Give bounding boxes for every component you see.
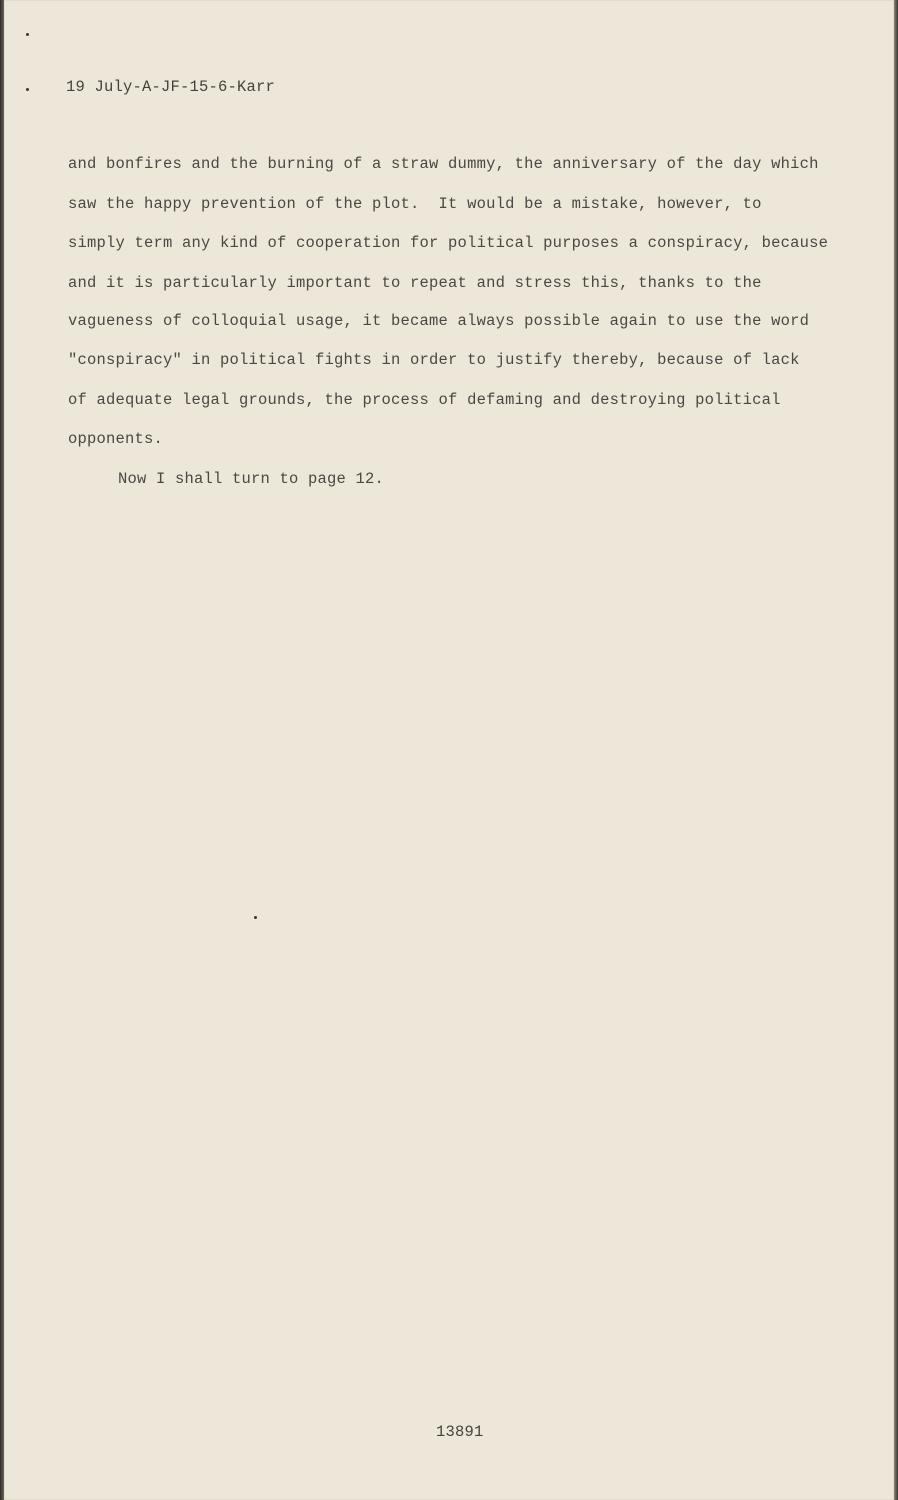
margin-mark <box>26 33 29 36</box>
document-page <box>4 0 894 1500</box>
body-text-line: of adequate legal grounds, the process of defaming and destroying political <box>68 391 781 409</box>
margin-mark <box>254 916 257 919</box>
document-reference: 19 July-A-JF-15-6-Karr <box>66 78 276 96</box>
body-text-line: simply term any kind of cooperation for political purposes a conspiracy, because <box>68 234 829 252</box>
body-text-line: "conspiracy" in political fights in order to justify thereby, because of lack <box>68 351 800 369</box>
body-text-line: and it is particularly important to repeat and stress this, thanks to the <box>68 274 762 292</box>
page-number: 13891 <box>436 1423 484 1441</box>
margin-mark <box>26 88 29 91</box>
body-text-line: vagueness of colloquial usage, it became always possible again to use the word <box>68 312 810 330</box>
closing-statement: Now I shall turn to page 12. <box>118 470 385 488</box>
body-text-line: saw the happy prevention of the plot. It would be a mistake, however, to <box>68 195 762 213</box>
right-page-edge <box>894 0 898 1500</box>
body-text-line: opponents. <box>68 430 164 448</box>
body-text-line: and bonfires and the burning of a straw dummy, the anniversary of the day which <box>68 155 819 173</box>
